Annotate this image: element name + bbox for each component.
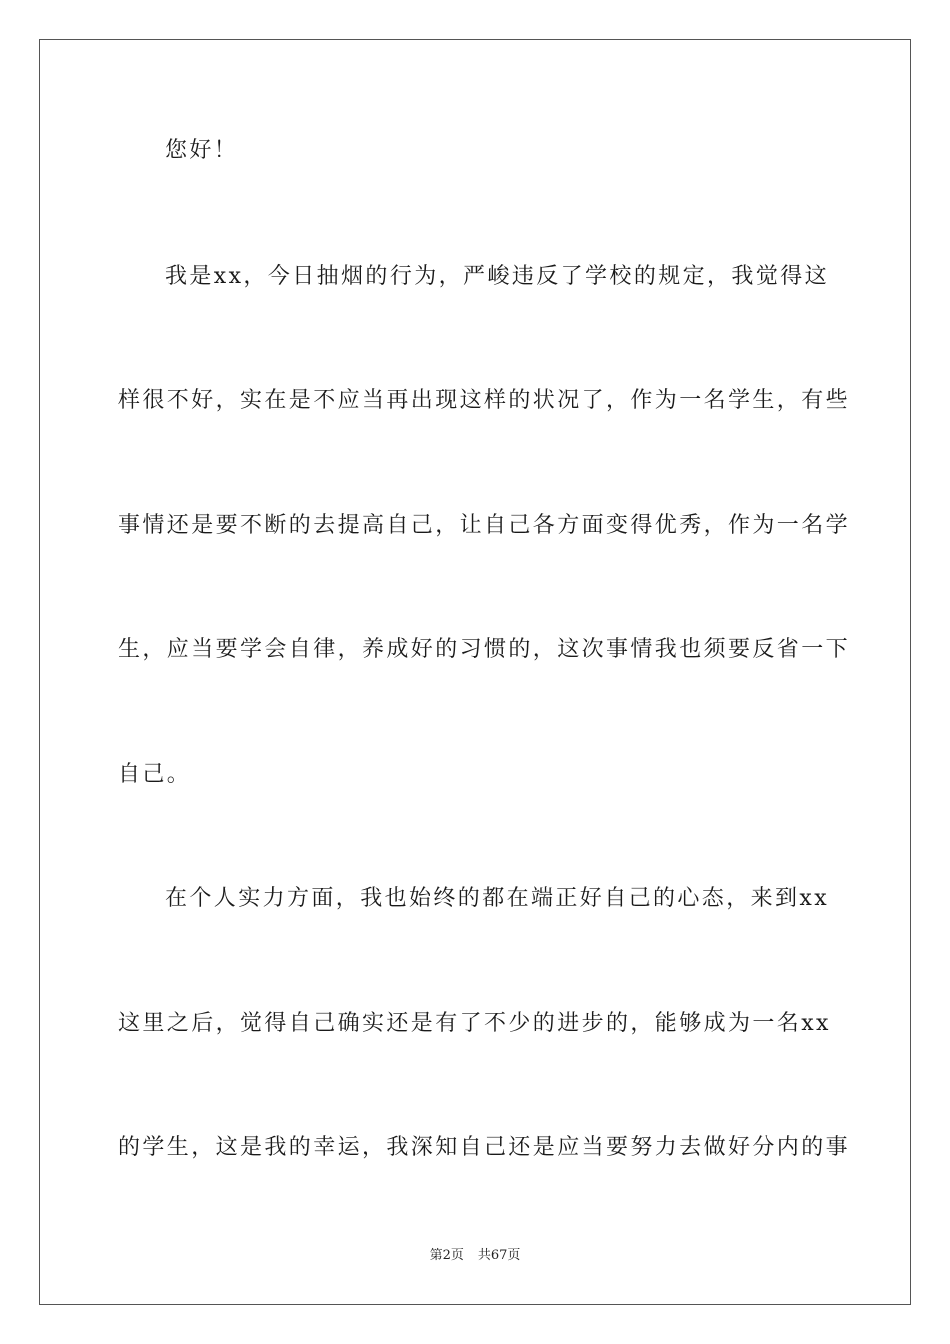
paragraph-1-line-3: 事情还是要不断的去提高自己，让自己各方面变得优秀，作为一名学	[118, 513, 851, 538]
page-footer	[0, 1247, 950, 1265]
paragraph-1-line-4: 生，应当要学会自律，养成好的习惯的，这次事情我也须要反省一下	[118, 637, 851, 662]
paragraph-2-line-2: 这里之后，觉得自己确实还是有了不少的进步的，能够成为一名xx	[118, 1011, 831, 1036]
greeting-line: 您好！	[165, 138, 239, 163]
paragraph-1-line-5: 自己。	[118, 762, 192, 787]
paragraph-1-line-2: 样很不好，实在是不应当再出现这样的状况了，作为一名学生，有些	[118, 388, 851, 413]
paragraph-1-line-1: 我是xx，今日抽烟的行为，严峻违反了学校的规定，我觉得这	[165, 264, 830, 289]
paragraph-2-line-1: 在个人实力方面，我也始终的都在端正好自己的心态，来到xx	[165, 886, 830, 911]
paragraph-2-line-3: 的学生，这是我的幸运，我深知自己还是应当要努力去做好分内的事	[118, 1135, 851, 1160]
page-border	[39, 39, 911, 1305]
total-pages-label: 共67页	[477, 1248, 521, 1263]
current-page-label: 第2页	[429, 1248, 464, 1263]
